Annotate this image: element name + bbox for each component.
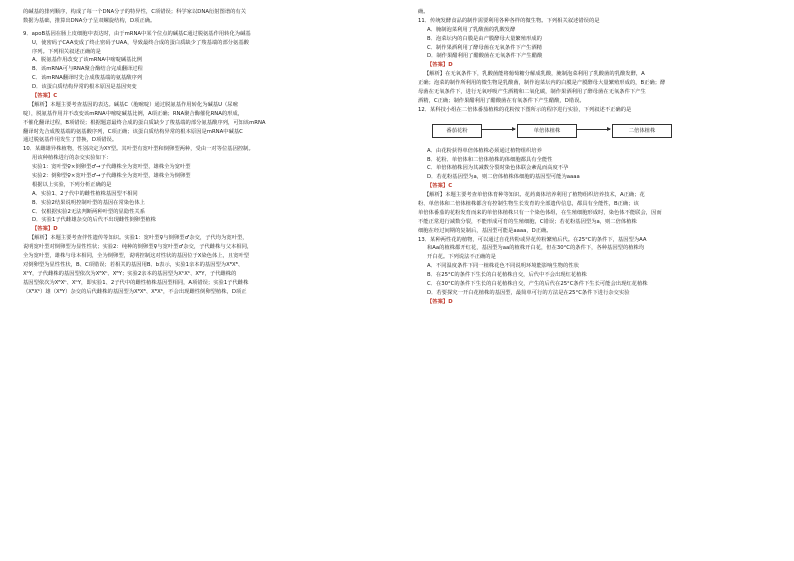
left-text-line: 【解析】本题主要考查伴性遗传等知识。实验1：宽叶型♀与倒卵型♂杂交，子代均为宽叶型， — [29, 235, 248, 242]
left-text-line: 序列。下列相关叙述正确的是 — [32, 48, 101, 55]
left-text-line: D．该蛋白质结构异常的根本原因是基因突变 — [32, 84, 137, 91]
left-column — [23, 8, 380, 297]
right-text-line: A．腌制泡菜利用了乳酸菌的乳酸发酵 — [427, 26, 516, 33]
answer-label: 【答案】D — [427, 298, 453, 305]
right-text-line: 正确；泡菜的制作所利用的微生物是乳酸菌，制作泡菜坛内的白膜是产膜酵母大量繁殖形成的，B正确；酵 — [418, 80, 666, 87]
flow-diagram — [424, 118, 775, 144]
right-text-line: 粉、单倍体和二倍体植株都含有控制生物生长发育的全部遗传信息，都具有全能性，B正确；该 — [418, 201, 639, 208]
right-text-line: 酒精，C正确；制作果醋利用了醋酸菌在有氧条件下产生醋酸，D错误。 — [418, 97, 585, 104]
left-text-line: 数据为基础，推算出DNA分子呈双螺旋结构，D项正确。 — [23, 17, 156, 24]
right-text-line: 【解析】在无氧条件下，乳酸菌能将葡萄糖分解成乳酸，腌制泡菜利用了乳酸菌的乳酸发酵，A — [424, 71, 645, 78]
left-text-line: 的碱基的排列顺序，构成了每一个DNA分子的特异性，C项错误；科学家以DNA衍射图谱的有关 — [23, 9, 247, 15]
left-text-line: B．该mRNA可与RNA聚合酶结合完成翻译过程 — [32, 66, 143, 73]
left-text-line: C．该mRNA翻译时先合成羧基端的氨基酸序列 — [32, 75, 143, 82]
left-text-line: XᵇY，子代雌株的基因型依次为XᴮXᵇ、XᴮY；实验2亲本的基因型为XᵇXᵇ、XᴮY，子代雌株的 — [23, 270, 237, 277]
right-column-top — [418, 8, 775, 115]
left-text-line: 用该种植株进行的杂交实验如下： — [32, 155, 112, 162]
left-text-line: 通过脱氨基作用发生了替换，D项错误。 — [23, 137, 118, 144]
right-text-line: 【解析】本题主要考查单倍体育种等知识。花药离体培养利用了植物组织培养技术，A正确；花 — [424, 192, 645, 199]
flow-arrow-2 — [576, 129, 610, 130]
left-text-line: 翻译时先合成羧基端的氨基酸序列，C项正确；该蛋白质结构异常的根本原因是mRNA中碱基C — [23, 128, 243, 135]
left-text-line: D．实验1子代雌雄杂交的后代不出现雌性倒卵型植株 — [32, 217, 156, 224]
left-text-line: 不催化翻译过程，B项错误；根据题意最终合成的蛋白质缺少了羧基端的部分氨基酸序列，可知该mRNA — [23, 119, 266, 126]
right-text-line: D．若要探究一开白花植株的基因型，最简单可行的方法是在25°C条件下进行杂交实验 — [427, 289, 630, 296]
left-text-line: 根据以上实验，下列分析正确的是 — [32, 181, 112, 188]
left-text-line: 全为宽叶型，雄株与母本相同，全为倒卵型，说明控制这对性状的基因位于X染色体上，且宽叶型 — [23, 253, 250, 260]
left-text-line: 10．某雌雄异株植物，性别决定为XY型。其叶型有宽叶型和倒卵型两种，受由一对等位基因控制。 — [23, 146, 254, 153]
right-text-line: D．若花粉基因型为a，则二倍体植株体细胞的基因型可能为aaaa — [427, 174, 580, 181]
flow-box-haploid: 单倍体植株 — [517, 124, 577, 138]
left-text-line: 啶），脱氨基作用并不改变该mRNA中嘧啶碱基比例，A项正确；RNA聚合酶催化RNA的形成， — [23, 110, 244, 117]
left-text-line: 基因型依次为XᴮXᵇ、XᵇY，即实验1、2子代中的雌性植株基因型相同，A项错误；实验1子代雌株 — [23, 279, 249, 286]
right-text-line: D．制作果醋利用了醋酸菌在无氧条件下产生醋酸 — [427, 53, 543, 60]
left-text-line: 说明宽叶型对倒卵型为显性性状；实验2：纯种的倒卵型♀与宽叶型♂杂交，子代雌株与父本相同， — [23, 244, 253, 251]
left-text-line: 实验1：宽叶型♀×倒卵型♂→子代雌株全为宽叶型，雄株全为宽叶型 — [32, 164, 191, 171]
left-text-line: 9．apoB基因在肠上皮细胞中表达时，由于mRNA中某个位点的碱基C通过脱氨基作用转化为碱基 — [23, 30, 251, 37]
left-text-line: 对倒卵型为显性性状，B、C项错误；若相关的基因用B、b表示，实验1亲本的基因型为XᴮXᴮ、 — [23, 261, 244, 268]
answer-label: 【答案】C — [32, 93, 58, 100]
right-text-line: B．花粉、单倍体和二倍体植株的体细胞都具有全能性 — [427, 156, 553, 163]
answer-label: 【答案】D — [32, 226, 58, 233]
right-text-line: C．制作果酒利用了酵母菌在无氧条件下产生酒精 — [427, 44, 542, 51]
flow-arrow-1 — [481, 129, 515, 130]
right-text-line: B．泡菜坛内的白膜是由产膜酵母大量繁殖形成的 — [427, 35, 542, 42]
right-text-line: C．单倍体植株因为其减数分裂时染色体联会紊乱而高度不孕 — [427, 165, 569, 172]
left-text-line: U，使密码子CAA变成了终止密码子UAA，导致最终合成的蛋白质缺少了羧基端的部分氨基酸 — [32, 39, 249, 46]
right-column-bottom — [418, 147, 775, 307]
left-text-line: 实验2：倒卵型♀×宽叶型♂→子代雌株全为宽叶型，雄株全为倒卵型 — [32, 173, 191, 180]
right-text-line: 单倍体番茄的花粉发育而来的单倍体植株只有一个染色体组，在生殖细胞形成时，染色体不能联会，因而 — [418, 209, 662, 216]
left-text-line: C．仅根据实验2无法判断两种叶型的显隐性关系 — [32, 208, 146, 215]
left-text-line: B．实验2结果说明控制叶型的基因在常染色体上 — [32, 199, 145, 206]
left-text-line: A．实验1、2子代中的雌性植株基因型不相同 — [32, 190, 138, 197]
right-text-line: 11．传统发酵食品的制作需要利用各种各样的微生物。下列相关叙述错误的是 — [418, 17, 600, 24]
left-text-line: 【解析】本题主要考查基因的表达。碱基C（胞嘧啶）通过脱氨基作用转化为碱基U（尿嘧 — [29, 101, 238, 108]
left-text-line: A．脱氨基作用改变了该mRNA中嘧啶碱基比例 — [32, 57, 143, 64]
flow-box-diploid: 二倍体植株 — [612, 124, 672, 138]
right-text-line: 不能正常进行减数分裂，不能形成可育的生殖细胞，C错误；若花粉基因型为a，则二倍体植株 — [418, 218, 637, 225]
answer-label: 【答案】C — [427, 183, 453, 190]
right-text-line: A．不同温度条件下同一植株花色不同说明环境能影响生物的性状 — [427, 263, 579, 270]
right-text-line: 确。 — [418, 9, 429, 15]
right-text-line: C．在30°C的条件下生长的白花植株自交，产生的后代在25°C条件下生长可能会出现红花植株 — [427, 281, 648, 288]
right-text-line: B．在25°C的条件下生长的白花植株自交，后代中不会出现红花植株 — [427, 272, 587, 279]
right-column — [418, 8, 775, 307]
flow-box-pollen: 番茄花粉 — [432, 124, 482, 138]
right-text-line: A．由花粉获得单倍体植株必须通过植物组织培养 — [427, 147, 542, 154]
right-text-line: 和Aa的植株都开红花，基因型为aa的植株开白花，但在30°C的条件下，各种基因型的植株均 — [427, 245, 645, 252]
right-text-line: 细胞在经过间期的复制后，基因型可能是aaaa，D正确。 — [418, 227, 552, 234]
left-text-line: （XᴮXᵇ）雄（XᴮY）杂交的后代雌株的基因型为XᴮXᴮ、XᴮXᵇ，不会出现雌性倒卵型植株，D项正 — [23, 288, 247, 295]
right-text-line: 母菌在无氧条件下，进行无氧呼吸产生酒精和二氧化碳，制作果酒利用了酵母菌在无氧条件下产生 — [418, 89, 646, 96]
right-text-line: 开白花。下列说法不正确的是 — [427, 254, 496, 261]
answer-label: 【答案】D — [427, 62, 453, 69]
right-text-line: 13．某种两性花的植物，可以通过自花传粉或异花传粉繁殖后代。在25°C的条件下，基因型为AA — [418, 236, 647, 243]
right-text-line: 12．某科技小组在二倍体番茄植株的花粉按下图所示的程序进行实验，下列叙述不正确的是 — [418, 106, 632, 113]
